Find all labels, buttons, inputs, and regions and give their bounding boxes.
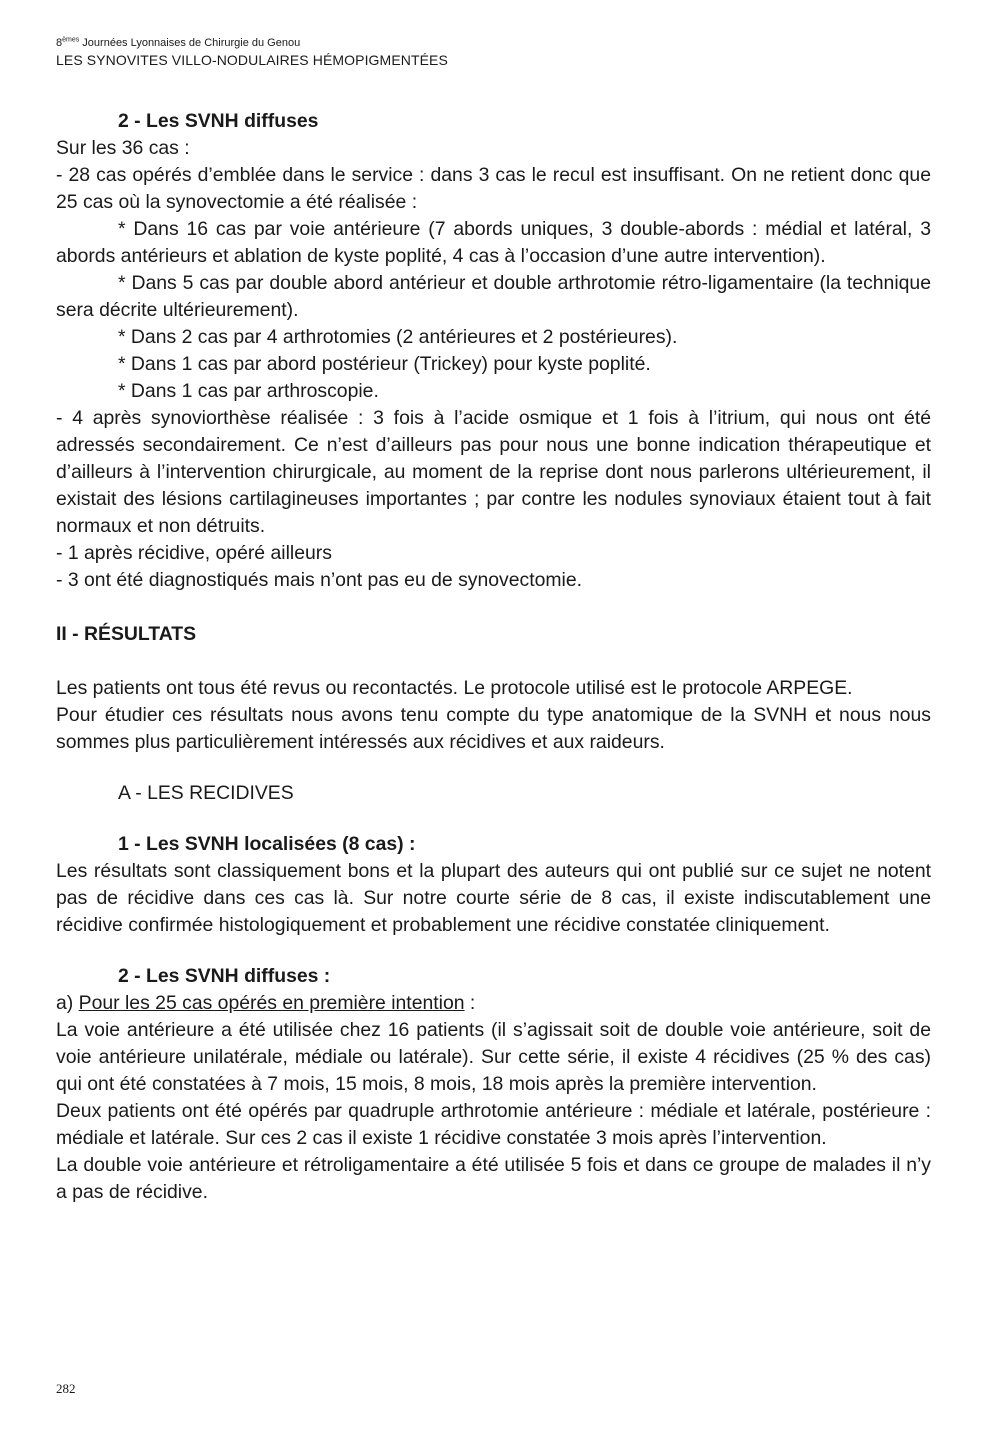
- bullet-4-arthrotomies: * Dans 2 cas par 4 arthrotomies (2 antérieures et 2 postérieures).: [118, 326, 678, 348]
- header-ordinal-suffix: èmes: [62, 36, 80, 44]
- paragraph-voie-anterieure-16: La voie antérieure a été utilisée chez 16 patients (il s’agissait soit de double voie antérieure, soit de voie antérieure unilatérale, médiale ou latérale). Sur cette série, il existe 4 récidives (25 % des cas) qui ont été constatées à 7 mois, 15 mois, 8 mois, 18 mois après la première intervention.: [56, 1019, 931, 1095]
- bullet-double-abord: * Dans 5 cas par double abord antérieur et double arthrotomie rétro-ligamentaire (la technique sera décrite ultérieurement).: [56, 272, 931, 321]
- header-ordinal: 8: [56, 37, 63, 49]
- bullet-abord-posterieur: * Dans 1 cas par abord postérieur (Trickey) pour kyste poplité.: [118, 353, 651, 375]
- body-text: [56, 108, 931, 1206]
- paragraph-patients-revus: Les patients ont tous été revus ou recontactés. Le protocole utilisé est le protocole ARPEGE.: [56, 677, 853, 699]
- paragraph-sans-synovectomie: - 3 ont été diagnostiqués mais n’ont pas eu de synovectomie.: [56, 569, 583, 591]
- subheading-svnh-diffuses: 2 - Les SVNH diffuses: [118, 110, 319, 132]
- underlined-phrase: Pour les 25 cas opérés en première intention: [78, 992, 465, 1014]
- section-heading-resultats: II - RÉSULTATS: [56, 623, 197, 645]
- header-conference-name: Journées Lyonnaises de Chirurgie du Genou: [79, 37, 301, 49]
- running-header-conference: [56, 37, 300, 49]
- spacer: [56, 594, 931, 621]
- item-marker-a: a): [56, 992, 79, 1014]
- paragraph-quadruple-arthrotomie: Deux patients ont été opérés par quadruple arthrotomie antérieure : médiale et latérale, postérieure : médiale et latérale. Sur ces 2 cas il existe 1 récidive constatée 3 mois après l’intervention.: [56, 1100, 931, 1149]
- bullet-voie-anterieure: * Dans 16 cas par voie antérieure (7 abords uniques, 3 double-abords : médial et latéral, 3 abords antérieurs et ablation de kyste poplité, 4 cas à l’occasion d’une autre intervention).: [56, 218, 931, 267]
- spacer: [56, 807, 931, 831]
- spacer: [56, 648, 931, 675]
- paragraph-localisees-resultats: Les résultats sont classiquement bons et la plupart des auteurs qui ont publié sur ce sujet ne notent pas de récidive dans ces cas là. Sur notre courte série de 8 cas, il existe indiscutablement une récidive confirmée histologiquement et probablement une récidive constatée cliniquement.: [56, 860, 931, 936]
- paragraph-double-voie-retroligamentaire: La double voie antérieure et rétroligamentaire a été utilisée 5 fois et dans ce groupe de malades il n’y a pas de récidive.: [56, 1154, 931, 1203]
- paragraph-a-25-cas: [56, 990, 931, 1017]
- spacer: [56, 939, 931, 963]
- subheading-svnh-localisees: 1 - Les SVNH localisées (8 cas) :: [118, 833, 416, 855]
- item-suffix: :: [464, 992, 476, 1014]
- paragraph-28-cas: - 28 cas opérés d’emblée dans le service : dans 3 cas le recul est insuffisant. On ne retient donc que 25 cas où la synovectomie a été réalisée :: [56, 164, 931, 213]
- running-header-title: LES SYNOVITES VILLO-NODULAIRES HÉMOPIGMENTÉES: [56, 52, 448, 68]
- subheading-svnh-diffuses-2: 2 - Les SVNH diffuses :: [118, 965, 331, 987]
- page-number: 282: [56, 1381, 76, 1396]
- paragraph-etude-resultats: Pour étudier ces résultats nous avons tenu compte du type anatomique de la SVNH et nous nous sommes plus particulièrement intéressés aux récidives et aux raideurs.: [56, 704, 931, 753]
- paragraph-recidive-ailleurs: - 1 après récidive, opéré ailleurs: [56, 542, 332, 564]
- paragraph-intro: Sur les 36 cas :: [56, 137, 190, 159]
- bullet-arthroscopie: * Dans 1 cas par arthroscopie.: [118, 380, 379, 402]
- subsection-heading-recidives: A - LES RECIDIVES: [118, 782, 294, 804]
- paragraph-synoviorthese: - 4 après synoviorthèse réalisée : 3 fois à l’acide osmique et 1 fois à l’itrium, qui nous ont été adressés secondairement. Ce n’est d’ailleurs pas pour nous une bonne indication thérapeutique et d’ailleurs à l’intervention chirurgicale, au moment de la reprise dont nous parlerons ultérieurement, il existait des lésions cartilagineuses importantes ; par contre les nodules synoviaux étaient tout à fait normaux et non détruits.: [56, 407, 931, 537]
- spacer: [56, 756, 931, 780]
